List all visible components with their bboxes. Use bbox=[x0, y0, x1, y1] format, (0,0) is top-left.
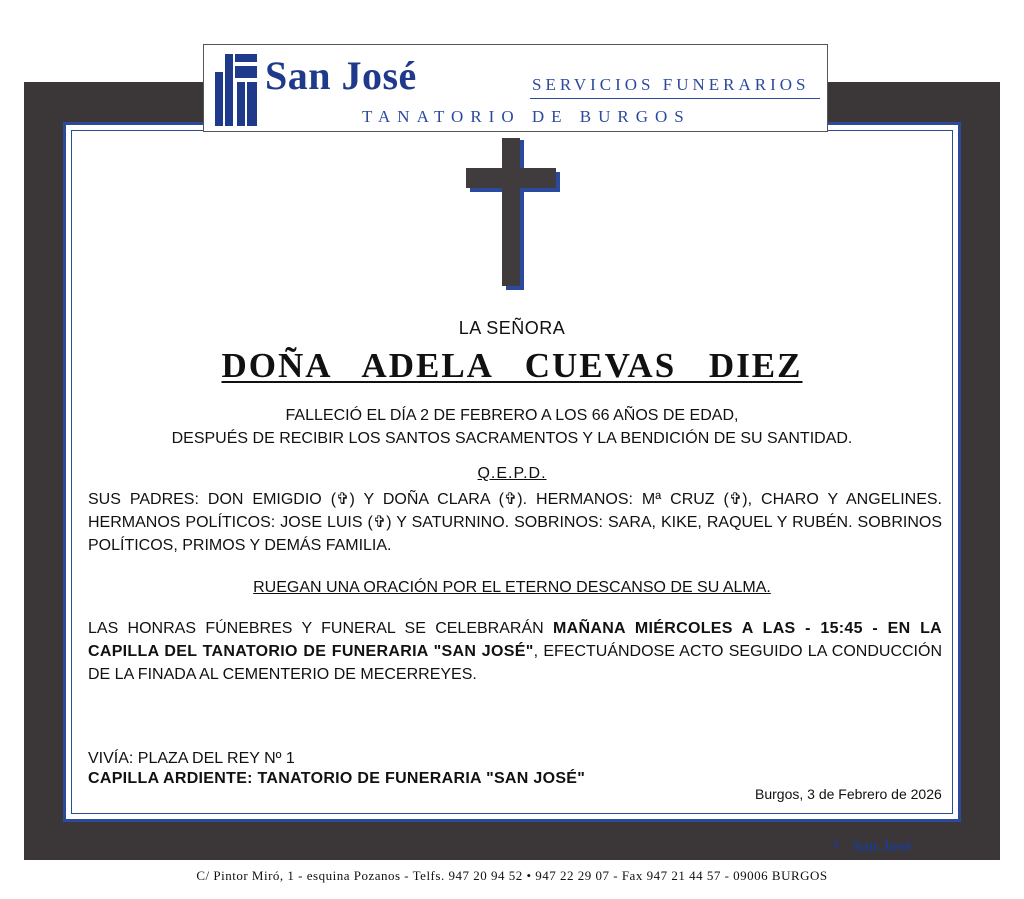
death-line-1: FALLECIÓ EL DÍA 2 DE FEBRERO A LOS 66 AÑOS DE EDAD, bbox=[285, 407, 739, 424]
death-line-2: DESPUÉS DE RECIBIR LOS SANTOS SACRAMENTOS Y LA BENDICIÓN DE SU SANTIDAD. bbox=[171, 430, 853, 447]
family-paragraph: SUS PADRES: DON EMIGDIO (✞) Y DOÑA CLARA (✞). HERMANOS: Mª CRUZ (✞), CHARO Y ANGELINES. HERMANOS POLÍTICOS: JOSE LUIS (✞) Y SATURNINO. SOBRINOS: SARA, KIKE, RAQUEL Y RUBÉN. SOBRINOS POLÍTICOS, PRIMOS Y DEMÁS FAMILIA. bbox=[88, 491, 942, 554]
funeral-time-place: MAÑANA MIÉRCOLES A LAS - 15:45 - EN LA CAPILLA DEL TANATORIO DE FUNERARIA "SAN JOSÉ" bbox=[88, 620, 942, 660]
brand-name: San José bbox=[265, 53, 417, 98]
wake-chapel-line: CAPILLA ARDIENTE: TANATORIO DE FUNERARIA "SAN JOSÉ" bbox=[88, 770, 586, 787]
funeral-intro: LAS HONRAS FÚNEBRES Y FUNERAL SE CELEBRARÁN bbox=[88, 620, 544, 637]
prayer-request: RUEGAN UNA ORACIÓN POR EL ETERNO DESCANSO DE SU ALMA. bbox=[253, 579, 771, 596]
deceased-name: DOÑA ADELA CUEVAS DIEZ bbox=[221, 346, 803, 385]
death-statement bbox=[71, 404, 953, 450]
notice-title: LA SEÑORA bbox=[458, 318, 566, 338]
services-label: SERVICIOS FUNERARIOS bbox=[532, 75, 810, 94]
footer-logo-icon bbox=[834, 826, 854, 862]
residence-line: VIVÍA: PLAZA DEL REY Nº 1 bbox=[88, 750, 295, 767]
tanatorio-label: TANATORIO DE BURGOS bbox=[362, 107, 691, 126]
funeral-ending: , EFECTUÁNDOSE ACTO SEGUIDO LA CONDUCCIÓN DE LA FINADA AL CEMENTERIO DE MECERREYES. bbox=[88, 643, 943, 683]
footer-brand: San José bbox=[852, 838, 912, 855]
services-rule bbox=[530, 98, 820, 99]
funeral-details bbox=[88, 617, 942, 686]
footer-address: C/ Pintor Miró, 1 - esquina Pozanos - Telfs. 947 20 94 52 • 947 22 29 07 - Fax 947 21 44 57 - 09006 BURGOS bbox=[196, 868, 828, 883]
notice-date: Burgos, 3 de Febrero de 2026 bbox=[755, 786, 942, 802]
san-jose-logo-icon bbox=[215, 54, 257, 126]
cross-icon bbox=[466, 138, 560, 290]
qepd-label: Q.E.P.D. bbox=[477, 465, 547, 482]
